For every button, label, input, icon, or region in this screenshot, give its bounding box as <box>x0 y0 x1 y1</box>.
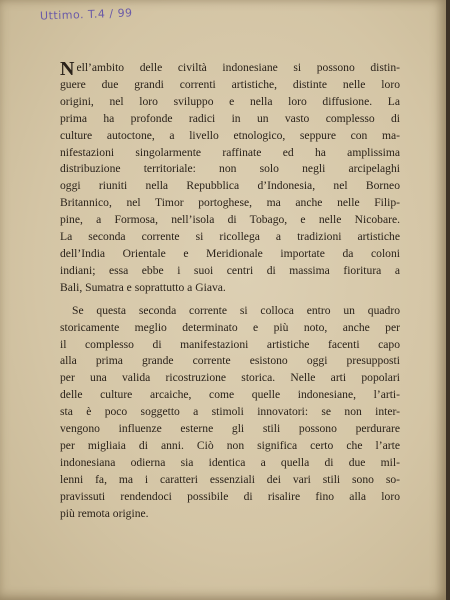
paragraph-1-first-line <box>60 57 400 80</box>
text-line: La seconda corrente si ricollega a tradizioni artistiche <box>60 230 400 244</box>
text-line: indiani; essa ebbe i suoi centri di massima fioritura a <box>60 263 400 277</box>
text-line: il complesso di manifestazioni artistiche facenti capo <box>60 337 400 351</box>
first-line-text: ell’ambito delle civiltà indonesiane si possono distin- <box>76 61 400 74</box>
text-line: nifestazioni singolarmente raffinate ed ha amplissima <box>60 145 400 159</box>
handwritten-annotation: Uttimo. T.4 / 99 <box>39 6 133 23</box>
text-line: delle culture arcaiche, come quelle indonesiane, l’arti- <box>60 388 400 402</box>
text-line: guere due grandi correnti artistiche, distinte nelle loro <box>60 77 400 91</box>
text-line: pine, a Formosa, nell’isola di Tobago, e nelle Nicobare. <box>60 213 400 227</box>
text-line: sta è poco soggetto a stimoli innovatori: se non inter- <box>60 405 400 419</box>
text-line: Britannico, nel Timor portoghese, ma anche nelle Filip- <box>60 196 400 210</box>
text-line: per migliaia di anni. Ciò non significa certo che l’arte <box>60 438 400 452</box>
text-line: dell’India Orientale e Meridionale importate da coloni <box>60 246 400 260</box>
text-line: oggi riuniti nella Repubblica d’Indonesia, nel Borneo <box>60 179 400 193</box>
text-line: indonesiana odierna sia identica a quella di due mil- <box>60 455 400 469</box>
text-line: più remota origine. <box>60 506 149 520</box>
text-line: Se questa seconda corrente si colloca entro un quadro <box>72 303 400 317</box>
text-line: pravissuti rendendoci possibile di risalire fino alla loro <box>60 489 400 503</box>
page-edge <box>446 0 450 600</box>
text-line: alla prima grande corrente esistono oggi presupposti <box>60 354 400 368</box>
text-line: origini, nel loro sviluppo e nella loro diffusione. La <box>60 94 400 108</box>
text-line: per una valida ricostruzione storica. Nelle arti popolari <box>60 371 400 385</box>
paragraph-1 <box>60 57 400 297</box>
text-line: lenni fa, ma i caratteri essenziali dei vari stili sono so- <box>60 472 400 486</box>
paragraph-2 <box>60 303 400 523</box>
text-line: prima ha profonde radici in un vasto complesso di <box>60 111 400 125</box>
text-line: Bali, Sumatra e soprattutto a Giava. <box>60 280 226 294</box>
text-line: storicamente meglio determinato e più noto, anche per <box>60 320 400 334</box>
text-line: distribuzione territoriale: non solo negli arcipelaghi <box>60 162 400 176</box>
body-text <box>60 57 400 522</box>
text-line: vengono influenze esterne gli stili possono perdurare <box>60 422 400 436</box>
text-line: culture autoctone, a livello etnologico, seppure con ma- <box>60 128 400 142</box>
drop-cap: N <box>60 57 75 80</box>
